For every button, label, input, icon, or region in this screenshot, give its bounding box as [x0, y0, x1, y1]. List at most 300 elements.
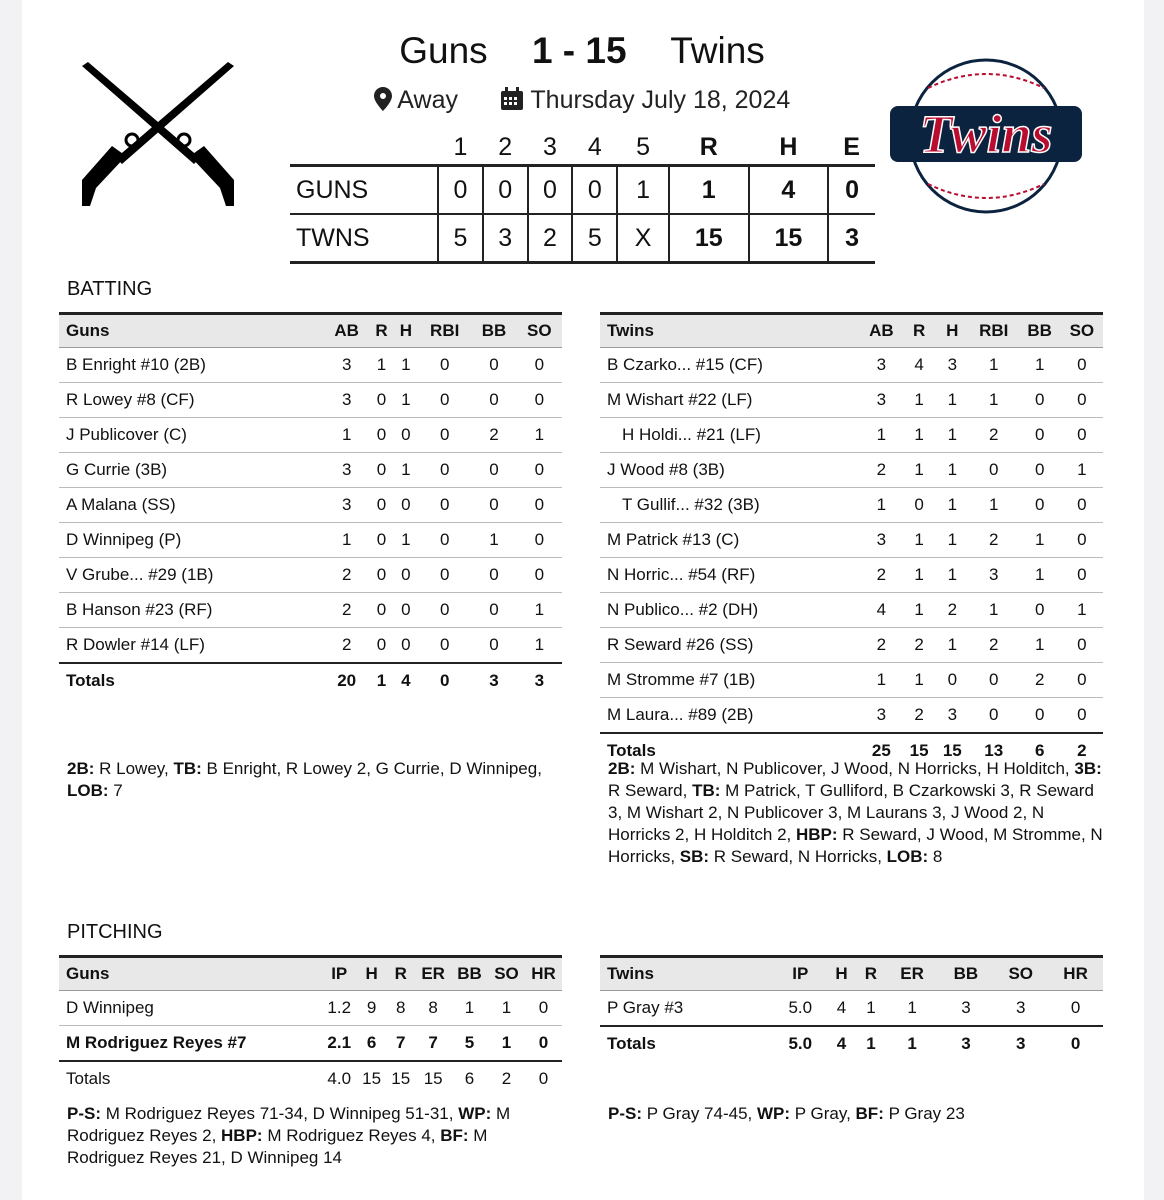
- note-value: B Enright, R Lowey 2, G Currie, D Winnipeg,: [201, 759, 542, 778]
- column-header: RBI: [418, 314, 471, 348]
- stat-cell: 1: [886, 991, 939, 1027]
- total-cell: 0: [1048, 1026, 1103, 1061]
- team-header: Guns: [59, 314, 324, 348]
- stat-cell: 1: [902, 663, 935, 698]
- note-key: LOB:: [67, 781, 109, 800]
- total-cell: 1: [369, 663, 393, 698]
- stat-cell: 3: [993, 991, 1048, 1027]
- stat-cell: 0: [394, 593, 418, 628]
- table-row: [600, 383, 1103, 418]
- stat-cell: 1: [936, 418, 969, 453]
- stat-cell: 1: [936, 628, 969, 663]
- table-row: [600, 418, 1103, 453]
- stat-cell: 1: [902, 593, 935, 628]
- stat-cell: 1: [936, 488, 969, 523]
- table-row: [59, 523, 562, 558]
- guns-batting-table: [59, 312, 562, 698]
- hits-header: H: [779, 132, 798, 161]
- line-score-row-twins: [290, 214, 875, 263]
- stat-cell: 0: [418, 383, 471, 418]
- note-value: R Seward, N Horricks,: [709, 847, 887, 866]
- stat-cell: 2: [860, 628, 902, 663]
- stat-cell: 1: [1061, 453, 1103, 488]
- total-cell: 6: [1019, 733, 1061, 768]
- stat-cell: 0: [394, 488, 418, 523]
- stat-cell: 0: [369, 453, 393, 488]
- column-header: SO: [1061, 314, 1103, 348]
- stat-cell: 0: [394, 558, 418, 593]
- table-row-overlap: [59, 1026, 562, 1062]
- note-key: 2B:: [608, 759, 636, 778]
- player-name: B Hanson #23 (RF): [59, 593, 324, 628]
- line-score-cell: 0: [483, 166, 528, 215]
- column-header: H: [394, 314, 418, 348]
- player-name: A Malana (SS): [59, 488, 324, 523]
- note-key: P-S:: [608, 1104, 642, 1123]
- stat-cell: 2: [936, 593, 969, 628]
- runs-header: R: [699, 132, 718, 161]
- column-header: HR: [525, 957, 562, 991]
- total-cell: 3: [993, 1026, 1048, 1061]
- line-score-cell: 15: [749, 214, 829, 263]
- stat-cell: 1: [517, 628, 562, 664]
- stat-cell: 0: [394, 628, 418, 664]
- totals-label: Totals: [66, 1069, 111, 1088]
- note-key: HBP:: [796, 825, 838, 844]
- player-name: R Dowler #14 (LF): [59, 628, 324, 664]
- stat-cell: 0: [517, 383, 562, 418]
- stat-cell: 0: [1061, 488, 1103, 523]
- stat-cell: 2: [969, 523, 1019, 558]
- stat-cell: 0: [902, 488, 935, 523]
- stat-cell: 0: [471, 558, 516, 593]
- stat-cell: 1: [969, 488, 1019, 523]
- column-header: SO: [993, 957, 1048, 991]
- stat-cell: 0: [369, 418, 393, 453]
- total-cell: 2: [1061, 733, 1103, 768]
- stat-cell: 0: [369, 628, 393, 664]
- player-name: B Czarko... #15 (CF): [600, 348, 860, 383]
- stat-cell: 2: [860, 453, 902, 488]
- line-score-cell: 0: [828, 166, 875, 215]
- stat-cell: 1: [902, 558, 935, 593]
- column-header: BB: [1019, 314, 1061, 348]
- total-cell: 3: [517, 663, 562, 698]
- table-row: [600, 453, 1103, 488]
- inning-1-header: 1: [453, 132, 468, 161]
- stat-cell: 9: [357, 991, 386, 1026]
- column-header: RBI: [969, 314, 1019, 348]
- note-value: P Gray 23: [883, 1104, 965, 1123]
- stat-cell: 0: [418, 523, 471, 558]
- stat-cell: 1: [394, 453, 418, 488]
- inning-3-header: 3: [543, 132, 557, 161]
- column-header: BB: [939, 957, 994, 991]
- stat-cell: 7: [386, 1026, 415, 1062]
- stat-cell: 0: [1061, 418, 1103, 453]
- stat-cell: 1: [936, 523, 969, 558]
- stat-cell: 2: [324, 558, 369, 593]
- stat-cell: 0: [1061, 663, 1103, 698]
- twins-pitching-table: [600, 955, 1103, 1061]
- stat-cell: 5: [451, 1026, 488, 1062]
- stat-cell: 0: [471, 628, 516, 664]
- table-row: [59, 488, 562, 523]
- total-cell: 0: [418, 663, 471, 698]
- stat-cell: 0: [369, 383, 393, 418]
- stat-cell: 0: [1019, 453, 1061, 488]
- stat-cell: 1: [324, 418, 369, 453]
- table-header-row: [59, 957, 562, 991]
- player-name: M Patrick #13 (C): [600, 523, 860, 558]
- note-key: WP:: [458, 1104, 492, 1123]
- totals-label: Totals: [600, 733, 860, 768]
- stat-cell: 1: [969, 348, 1019, 383]
- stat-cell: 0: [525, 991, 562, 1026]
- stat-cell: 0: [517, 348, 562, 383]
- note-value: 8: [928, 847, 943, 866]
- total-cell: 15: [362, 1069, 382, 1088]
- column-header: HR: [1048, 957, 1103, 991]
- totals-label: Totals: [600, 1026, 774, 1061]
- note-key: P-S:: [67, 1104, 101, 1123]
- stat-cell: 8: [386, 991, 415, 1026]
- column-header: R: [856, 957, 885, 991]
- column-header: R: [386, 957, 415, 991]
- game-date: Thursday July 18, 2024: [530, 86, 791, 114]
- stat-cell: 2: [1019, 663, 1061, 698]
- stat-cell: 3: [324, 453, 369, 488]
- player-name: N Publico... #2 (DH): [600, 593, 860, 628]
- stat-cell: 0: [969, 453, 1019, 488]
- totals-row: [59, 663, 562, 698]
- twins-logo: [888, 54, 1084, 219]
- stat-cell: 0: [936, 663, 969, 698]
- stat-cell: 0: [418, 593, 471, 628]
- player-name: M Rodriguez Reyes #7: [66, 1033, 247, 1052]
- player-name: J Publicover (C): [59, 418, 324, 453]
- final-score: 1 - 15: [531, 30, 627, 71]
- line-score-team: GUNS: [290, 166, 438, 215]
- stat-cell: 0: [517, 558, 562, 593]
- stat-cell: 3: [324, 383, 369, 418]
- column-header: BB: [451, 957, 488, 991]
- stat-cell: 1.2: [321, 991, 357, 1026]
- table-row: [600, 348, 1103, 383]
- line-score-row-guns: [290, 166, 875, 215]
- twins-pitching-notes: [608, 1103, 1108, 1125]
- stat-cell: 3: [860, 383, 902, 418]
- stat-cell: 1: [860, 488, 902, 523]
- player-name: H Holdi... #21 (LF): [600, 418, 860, 453]
- stat-cell: 0: [471, 348, 516, 383]
- player-name: V Grube... #29 (1B): [59, 558, 324, 593]
- table-header-row: [600, 957, 1103, 991]
- total-cell: 3: [471, 663, 516, 698]
- stat-cell: 2: [471, 418, 516, 453]
- stat-cell: 1: [1019, 348, 1061, 383]
- stat-cell: 1: [324, 523, 369, 558]
- column-header: BB: [471, 314, 516, 348]
- total-cell: 4: [394, 663, 418, 698]
- stat-cell: 1: [394, 348, 418, 383]
- player-name: M Laura... #89 (2B): [600, 698, 860, 734]
- table-row: [600, 593, 1103, 628]
- column-header: ER: [415, 957, 451, 991]
- line-score-cell: 0: [438, 166, 483, 215]
- stat-cell: 2: [902, 698, 935, 734]
- stat-cell: 1: [1019, 628, 1061, 663]
- stat-cell: 0: [471, 383, 516, 418]
- total-cell: 15: [423, 1069, 443, 1088]
- total-cell: 15: [936, 733, 969, 768]
- stat-cell: 7: [415, 1026, 451, 1062]
- table-row: [59, 593, 562, 628]
- stat-cell: 3: [969, 558, 1019, 593]
- stat-cell: 1: [517, 593, 562, 628]
- stat-cell: 1: [517, 418, 562, 453]
- column-header: ER: [886, 957, 939, 991]
- stat-cell: 3: [936, 698, 969, 734]
- note-value: M Patrick, T Gulliford, B Czarkowski 3, R Seward 3, M Wishart 2, N Publicover 3, M Laurans 3, J Wood 2, N Horricks 2, H Holditch 2,: [608, 781, 1094, 844]
- table-row: [600, 991, 1103, 1027]
- line-score-cell: 2: [528, 214, 573, 263]
- line-score-cell: 1: [617, 166, 669, 215]
- line-score-cell: 5: [438, 214, 483, 263]
- team-header: Twins: [600, 957, 774, 991]
- team-header: Twins: [600, 314, 860, 348]
- total-cell: 2: [501, 1069, 512, 1088]
- stat-cell: 3: [860, 698, 902, 734]
- total-cell: 25: [860, 733, 902, 768]
- note-key: 2B:: [67, 759, 95, 778]
- stat-cell: 3: [860, 348, 902, 383]
- stat-cell: 0: [1019, 488, 1061, 523]
- column-header: IP: [774, 957, 827, 991]
- table-row: [600, 488, 1103, 523]
- stat-cell: 1: [969, 593, 1019, 628]
- stat-cell: 2.1: [321, 1026, 357, 1062]
- stat-cell: 0: [394, 418, 418, 453]
- stat-cell: 0: [418, 453, 471, 488]
- stat-cell: 1: [856, 991, 885, 1027]
- stat-cell: 1: [394, 383, 418, 418]
- note-key: BF:: [440, 1126, 469, 1145]
- home-team-name: Twins: [670, 30, 765, 71]
- column-header: R: [902, 314, 935, 348]
- line-score-cell: 1: [669, 166, 749, 215]
- total-cell: 13: [969, 733, 1019, 768]
- note-value: M Rodriguez Reyes 21, D Winnipeg 14: [67, 1126, 488, 1167]
- note-key: SB:: [679, 847, 710, 866]
- stat-cell: 0: [471, 593, 516, 628]
- stat-cell: 0: [369, 558, 393, 593]
- stat-cell: 6: [357, 1026, 386, 1062]
- stat-cell: 1: [902, 453, 935, 488]
- totals-label: Totals: [59, 663, 324, 698]
- column-header: SO: [517, 314, 562, 348]
- stat-cell: 0: [418, 488, 471, 523]
- totals-row: [59, 1061, 562, 1096]
- inning-2-header: 2: [498, 132, 513, 161]
- stat-cell: 1: [969, 383, 1019, 418]
- table-row: [600, 558, 1103, 593]
- note-value: M Wishart, N Publicover, J Wood, N Horricks, H Holditch,: [635, 759, 1075, 778]
- note-value: 7: [108, 781, 123, 800]
- stat-cell: 0: [1048, 991, 1103, 1027]
- team-header: Guns: [59, 957, 321, 991]
- table-row: [600, 663, 1103, 698]
- stat-cell: 2: [969, 418, 1019, 453]
- stat-cell: 0: [418, 418, 471, 453]
- stat-cell: 1: [860, 418, 902, 453]
- column-header: SO: [488, 957, 525, 991]
- total-cell: 20: [324, 663, 369, 698]
- stat-cell: 3: [860, 523, 902, 558]
- stat-cell: 0: [1061, 523, 1103, 558]
- note-key: LOB:: [886, 847, 929, 866]
- table-row: [59, 348, 562, 383]
- total-cell: 4.0: [327, 1069, 352, 1088]
- table-row: [59, 628, 562, 664]
- stat-cell: 0: [969, 698, 1019, 734]
- column-header: R: [369, 314, 393, 348]
- stat-cell: 1: [902, 523, 935, 558]
- stat-cell: 0: [1061, 628, 1103, 663]
- line-score-cell: 0: [572, 166, 617, 215]
- stat-cell: 1: [902, 418, 935, 453]
- stat-cell: 0: [517, 523, 562, 558]
- stat-cell: 0: [471, 488, 516, 523]
- column-header: AB: [860, 314, 902, 348]
- note-key: WP:: [756, 1104, 791, 1123]
- pitching-section-title: PITCHING: [67, 921, 163, 943]
- stat-cell: 3: [324, 488, 369, 523]
- stat-cell: 1: [488, 991, 525, 1026]
- player-name: D Winnipeg (P): [59, 523, 324, 558]
- batting-section-title: BATTING: [67, 278, 153, 300]
- guns-pitching-table: [59, 955, 562, 1096]
- note-value: M Rodriguez Reyes 71-34, D Winnipeg 51-31,: [101, 1104, 459, 1123]
- stat-cell: 1: [488, 1026, 525, 1062]
- stat-cell: 2: [902, 628, 935, 663]
- table-row: [59, 991, 562, 1026]
- guns-batting-notes: [67, 758, 567, 802]
- player-name: N Horric... #54 (RF): [600, 558, 860, 593]
- column-header: H: [936, 314, 969, 348]
- stat-cell: 0: [369, 593, 393, 628]
- stat-cell: 1: [936, 453, 969, 488]
- player-name: J Wood #8 (3B): [600, 453, 860, 488]
- twins-batting-table: [600, 312, 1103, 768]
- table-header-row: [600, 314, 1103, 348]
- note-key: 3B:: [1074, 759, 1102, 778]
- stat-cell: 1: [369, 348, 393, 383]
- guns-pitching-notes: [67, 1103, 567, 1169]
- player-name: G Currie (3B): [59, 453, 324, 488]
- errors-header: E: [843, 132, 860, 161]
- stat-cell: 1: [936, 558, 969, 593]
- stat-cell: 5.0: [774, 991, 827, 1027]
- stat-cell: 3: [939, 991, 994, 1027]
- total-cell: 0: [538, 1069, 549, 1088]
- stat-cell: 4: [902, 348, 935, 383]
- inning-5-header: 5: [636, 132, 651, 161]
- table-header-row: [59, 314, 562, 348]
- note-key: TB:: [692, 781, 721, 800]
- stat-cell: 0: [1061, 348, 1103, 383]
- note-value: R Seward,: [608, 781, 693, 800]
- note-value: M Rodriguez Reyes 2,: [67, 1104, 511, 1145]
- player-name: T Gullif... #32 (3B): [600, 488, 860, 523]
- twins-batting-notes: [608, 758, 1103, 868]
- note-value: R Seward, J Wood, M Stromme, N Horricks,: [608, 825, 1103, 866]
- stat-cell: 0: [1061, 698, 1103, 734]
- stat-cell: 8: [415, 991, 451, 1026]
- column-header: AB: [324, 314, 369, 348]
- stat-cell: 1: [1019, 558, 1061, 593]
- stat-cell: 0: [1061, 558, 1103, 593]
- total-cell: 6: [464, 1069, 475, 1088]
- line-score-cell: 3: [828, 214, 875, 263]
- line-score-cell: 4: [749, 166, 829, 215]
- stat-cell: 2: [324, 628, 369, 664]
- location-label: Away: [397, 86, 458, 114]
- note-value: R Lowey,: [94, 759, 174, 778]
- line-score-cell: 3: [483, 214, 528, 263]
- stat-cell: 1: [902, 383, 935, 418]
- stat-cell: 0: [471, 453, 516, 488]
- line-score-table: [290, 130, 875, 264]
- stat-cell: 0: [1019, 383, 1061, 418]
- stat-cell: 3: [936, 348, 969, 383]
- stat-cell: 2: [969, 628, 1019, 663]
- total-cell: 1: [886, 1026, 939, 1061]
- player-name: D Winnipeg: [59, 991, 321, 1026]
- player-name: R Seward #26 (SS): [600, 628, 860, 663]
- player-name: M Wishart #22 (LF): [600, 383, 860, 418]
- stat-cell: 0: [418, 348, 471, 383]
- stat-cell: 0: [517, 453, 562, 488]
- total-cell: 5.0: [774, 1026, 827, 1061]
- crossed-rifles-logo: [80, 60, 236, 215]
- note-key: HBP:: [221, 1126, 263, 1145]
- stat-cell: 1: [451, 991, 488, 1026]
- table-row: [600, 628, 1103, 663]
- table-row: [59, 418, 562, 453]
- player-name: R Lowey #8 (CF): [59, 383, 324, 418]
- stat-cell: 1: [1061, 593, 1103, 628]
- stat-cell: 1: [394, 523, 418, 558]
- totals-row: [600, 1026, 1103, 1061]
- line-score-header: [290, 130, 875, 166]
- stat-cell: 0: [418, 558, 471, 593]
- player-name: P Gray #3: [600, 991, 774, 1027]
- stat-cell: 0: [1061, 383, 1103, 418]
- stat-cell: 0: [418, 628, 471, 664]
- total-cell: 1: [856, 1026, 885, 1061]
- calendar-icon: [500, 87, 524, 111]
- line-score-cell: 15: [669, 214, 749, 263]
- stat-cell: 2: [324, 593, 369, 628]
- stat-cell: 0: [1019, 593, 1061, 628]
- line-score-cell: 0: [528, 166, 573, 215]
- note-key: BF:: [855, 1104, 884, 1123]
- column-header: H: [357, 957, 386, 991]
- stat-cell: 2: [860, 558, 902, 593]
- player-name: B Enright #10 (2B): [59, 348, 324, 383]
- stat-cell: 4: [827, 991, 856, 1027]
